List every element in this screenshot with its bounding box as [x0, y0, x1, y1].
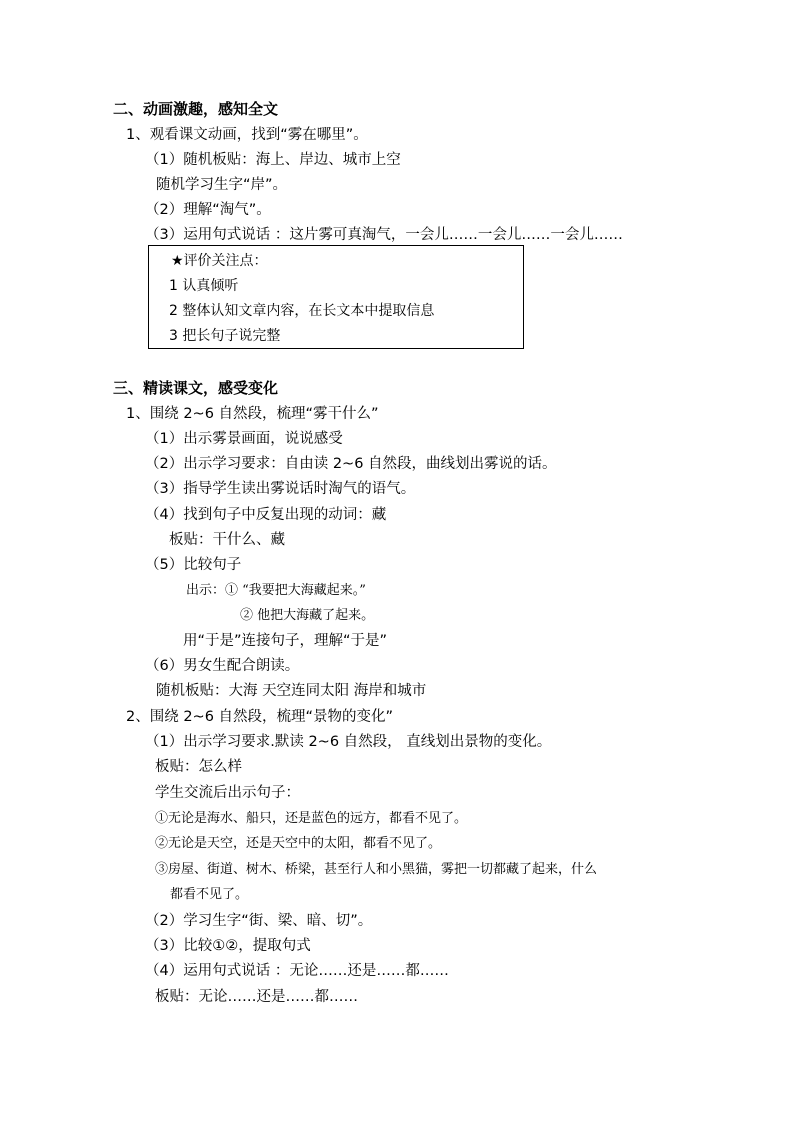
example-sentence-1: ①无论是海水、船只，还是蓝色的远方，都看不见了。: [155, 811, 468, 826]
example-sentence-2: ②无论是天空，还是天空中的太阳，都看不见了。: [155, 836, 442, 851]
step-1: （1）出示雾景画面，说说感受: [145, 431, 343, 447]
step-4: （4）找到句子中反复出现的动词：藏: [145, 507, 387, 523]
example-sentence-3-cont: 都看不见了。: [170, 887, 249, 902]
step-1-note: 随机学习生字“岸”。: [156, 177, 288, 193]
evaluation-heading: ★评价关注点：: [171, 253, 268, 269]
step-5: （5）比较句子: [145, 557, 242, 573]
item-1: 1、观看课文动画，找到“雾在哪里”。: [126, 127, 368, 143]
compare-sentence-2: ② 他把大海藏了起来。: [240, 608, 375, 623]
evaluation-point: 1 认真倾听: [169, 278, 239, 294]
example-sentence-3: ③房屋、街道、树木、桥梁，甚至行人和小黑猫，雾把一切都藏了起来，什么: [155, 862, 598, 877]
step-3: （3）指导学生读出雾说话时淘气的语气。: [145, 481, 416, 497]
step-2: （2）学习生字“街、梁、暗、切”。: [145, 913, 373, 929]
step-1-note: 学生交流后出示句子：: [155, 785, 300, 801]
step-5-note: 用“于是”连接句子，理解“于是”: [183, 633, 388, 649]
step-2: （2）出示学习要求：自由读 2~6 自然段，曲线划出雾说的话。: [145, 456, 557, 472]
section-2-title: 二、动画激趣，感知全文: [113, 100, 279, 118]
step-1-board: 板贴：怎么样: [155, 759, 242, 775]
step-4: （4）运用句式说话 ：无论……还是……都……: [145, 963, 449, 979]
compare-sentence-1: 出示：① “我要把大海藏起来。”: [186, 583, 366, 598]
step-6: （6）男女生配合朗读。: [145, 658, 300, 674]
section-3-title: 三、精读课文，感受变化: [113, 379, 279, 397]
step-3: （3）比较①②，提取句式: [145, 938, 311, 954]
step-4-board: 板贴：干什么、藏: [169, 532, 285, 548]
item-2: 2、围绕 2~6 自然段，梳理“景物的变化”: [126, 709, 394, 725]
step-6-board: 随机板贴：大海 天空连同太阳 海岸和城市: [156, 683, 427, 699]
item-1: 1、围绕 2~6 自然段，梳理“雾干什么”: [126, 406, 379, 422]
step-2: （2）理解“淘气”。: [145, 202, 271, 218]
step-1: （1）出示学习要求.默读 2~6 自然段， 直线划出景物的变化。: [145, 734, 552, 750]
step-4-board: 板贴：无论……还是……都……: [155, 989, 358, 1005]
evaluation-point: 2 整体认知文章内容，在长文本中提取信息: [169, 303, 435, 319]
step-1: （1）随机板贴：海上、岸边、城市上空: [145, 152, 401, 168]
evaluation-box: [148, 245, 524, 349]
evaluation-point: 3 把长句子说完整: [169, 328, 281, 344]
step-3: （3）运用句式说话 ：这片雾可真淘气，一会儿……一会儿……一会儿……: [145, 227, 623, 243]
